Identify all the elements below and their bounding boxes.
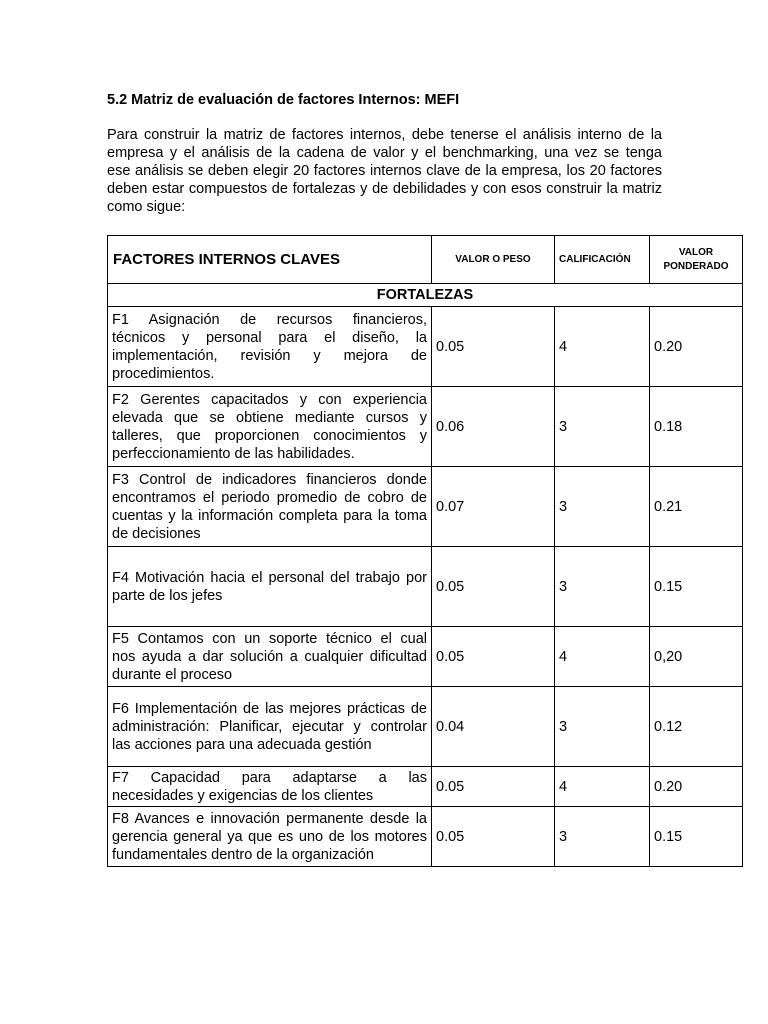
weight-cell: 0.05 [432, 547, 555, 627]
intro-line: empresa y el análisis de la cadena de valor y el benchmarking, una vez se tenga [107, 145, 662, 161]
rating-cell: 4 [555, 307, 650, 387]
weight-cell: 0.04 [432, 687, 555, 767]
factor-line: procedimientos. [112, 365, 215, 382]
header-rating: CALIFICACIÓN [555, 236, 650, 284]
factor-line: las acciones para una adecuada gestión [112, 736, 372, 753]
section-row [108, 284, 743, 307]
header-weighted-line2: PONDERADO [663, 260, 729, 272]
factor-line: F4 Motivación hacia el personal del trabajo por [112, 569, 427, 586]
weight-cell: 0.07 [432, 467, 555, 547]
factor-line: F1 Asignación de recursos financieros, [112, 311, 427, 328]
rating-cell: 3 [555, 387, 650, 467]
section-title: FORTALEZAS [108, 284, 743, 307]
intro-line: deben estar compuestos de fortalezas y de debilidades y con esos construir la matriz [107, 181, 662, 197]
factor-line: cuentas y la información completa para la toma [112, 507, 427, 524]
weighted-cell: 0.15 [650, 807, 743, 867]
header-weighted [650, 236, 743, 284]
factor-description [108, 547, 432, 627]
factor-line: F6 Implementación de las mejores prácticas de [112, 700, 427, 717]
mefi-table [107, 235, 743, 867]
factor-line: F8 Avances e innovación permanente desde la [112, 810, 427, 827]
factor-description [108, 767, 432, 807]
factor-line: implementación, revisión y mejora de [112, 347, 427, 364]
factor-line: F5 Contamos con un soporte técnico el cual [112, 630, 427, 647]
table-row [108, 767, 743, 807]
rating-cell: 3 [555, 467, 650, 547]
factor-line: técnicos y personal para el diseño, la [112, 329, 427, 346]
factor-description [108, 627, 432, 687]
table-header-row [108, 236, 743, 284]
table-row [108, 387, 743, 467]
factor-description [108, 687, 432, 767]
factor-line: F3 Control de indicadores financieros donde [112, 471, 427, 488]
intro-paragraph [107, 126, 662, 216]
rating-cell: 4 [555, 627, 650, 687]
header-weight: VALOR O PESO [432, 236, 555, 284]
weighted-cell: 0,20 [650, 627, 743, 687]
factor-line: fundamentales dentro de la organización [112, 846, 374, 863]
header-weighted-line1: VALOR [678, 246, 714, 258]
rating-cell: 3 [555, 807, 650, 867]
factor-description [108, 807, 432, 867]
factor-line: F7 Capacidad para adaptarse a las [112, 769, 427, 786]
weighted-cell: 0.20 [650, 307, 743, 387]
weighted-cell: 0.21 [650, 467, 743, 547]
weighted-cell: 0.15 [650, 547, 743, 627]
factor-description [108, 307, 432, 387]
rating-cell: 4 [555, 767, 650, 807]
factor-description [108, 467, 432, 547]
factor-line: perfeccionamiento de las habilidades. [112, 445, 355, 462]
weight-cell: 0.05 [432, 807, 555, 867]
rating-cell: 3 [555, 547, 650, 627]
factor-line: F2 Gerentes capacitados y con experiencia [112, 391, 427, 408]
table-row [108, 807, 743, 867]
weighted-cell: 0.20 [650, 767, 743, 807]
intro-line: ese análisis se deben elegir 20 factores internos clave de la empresa, los 20 factores [107, 163, 662, 179]
factor-line: nos ayuda a dar solución a cualquier dificultad [112, 648, 427, 665]
weighted-cell: 0.12 [650, 687, 743, 767]
table-row [108, 307, 743, 387]
intro-line: como sigue: [107, 199, 186, 215]
weight-cell: 0.06 [432, 387, 555, 467]
factor-line: gerencia general ya que es uno de los motores [112, 828, 427, 845]
factor-line: talleres, que proporcionen conocimientos y [112, 427, 427, 444]
table-row [108, 467, 743, 547]
table-row [108, 627, 743, 687]
header-factor: FACTORES INTERNOS CLAVES [108, 236, 432, 284]
weight-cell: 0.05 [432, 307, 555, 387]
factor-line: durante el proceso [112, 666, 233, 683]
factor-line: encontramos el periodo promedio de cobro de [112, 489, 427, 506]
weight-cell: 0.05 [432, 767, 555, 807]
factor-line: elevada que se obtiene mediante cursos y [112, 409, 427, 426]
factor-description [108, 387, 432, 467]
section-heading: 5.2 Matriz de evaluación de factores Internos: MEFI [107, 92, 460, 108]
table-row [108, 547, 743, 627]
weighted-cell: 0.18 [650, 387, 743, 467]
rating-cell: 3 [555, 687, 650, 767]
factor-line: administración: Planificar, ejecutar y controlar [112, 718, 427, 735]
factor-line: necesidades y exigencias de los clientes [112, 787, 374, 804]
intro-line: Para construir la matriz de factores internos, debe tenerse el análisis interno de la [107, 127, 662, 143]
factor-line: de decisiones [112, 525, 201, 542]
table-row [108, 687, 743, 767]
table-body [108, 307, 743, 867]
weight-cell: 0.05 [432, 627, 555, 687]
factor-line: parte de los jefes [112, 587, 223, 604]
